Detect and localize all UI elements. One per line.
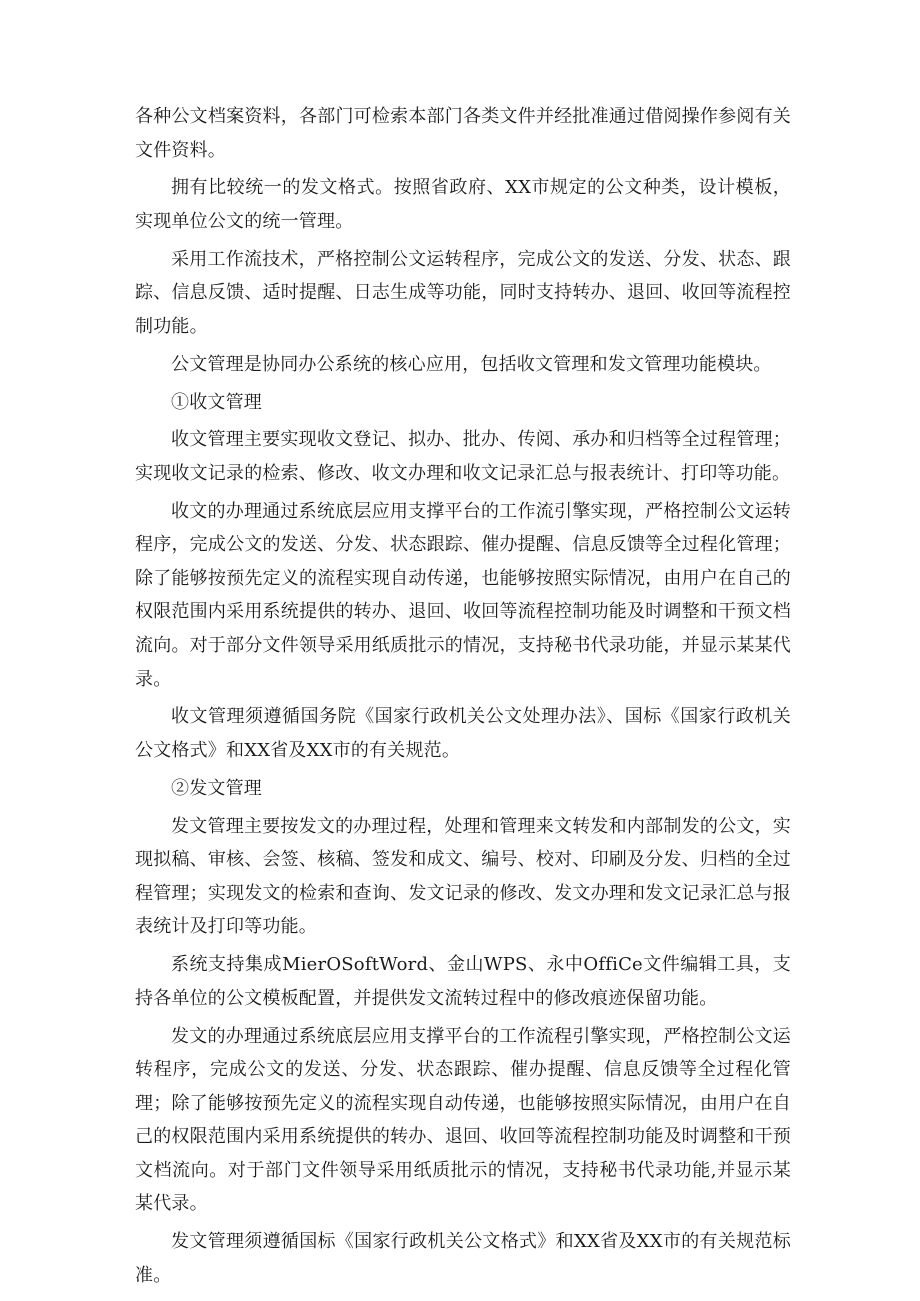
paragraph-core-application: 公文管理是协同办公系统的核心应用，包括收文管理和发文管理功能模块。 bbox=[171, 353, 772, 375]
section-heading-incoming: ①收文管理 bbox=[171, 391, 262, 413]
paragraph-outgoing-editors: 系统支持集成MierOSoftWord、金山WPS、永中OffiCe文件编辑工具，支持各单位的公文模板配置，并提供发文流转过程中的修改痕迹保留功能。 bbox=[135, 954, 791, 1009]
paragraph-unified-format: 拥有比较统一的发文格式。按照省政府、XX市规定的公文种类，设计模板，实现单位公文的统一管理。 bbox=[135, 177, 791, 232]
paragraph-incoming-workflow: 收文的办理通过系统底层应用支撑平台的工作流引擎实现，严格控制公文运转程序，完成公文的发送、分发、状态跟踪、催办提醒、信息反馈等全过程化管理；除了能够按预先定义的流程实现自动传递，也能够按照实际情况，由用户在自己的权限范围内采用系统提供的转办、退回、收回等流程控制功能及时调整和干预文档流向。对于部分文件领导采用纸质批示的情况，支持秘书代录功能，并显示某某代录。 bbox=[135, 500, 791, 690]
document-body bbox=[135, 100, 791, 1297]
paragraph-outgoing-workflow: 发文的办理通过系统底层应用支撑平台的工作流程引擎实现，严格控制公文运转程序，完成公文的发送、分发、状态跟踪、催办提醒、信息反馈等全过程化管理；除了能够按预先定义的流程实现自动传递，也能够按照实际情况，由用户在自己的权限范围内采用系统提供的转办、退回、收回等流程控制功能及时调整和干预文档流向。对于部门文件领导采用纸质批示的情况，支持秘书代录功能,并显示某某代录。 bbox=[135, 1025, 791, 1215]
paragraph-workflow-tech: 采用工作流技术，严格控制公文运转程序，完成公文的发送、分发、状态、跟踪、信息反馈、适时提醒、日志生成等功能，同时支持转办、退回、收回等流程控制功能。 bbox=[135, 248, 791, 337]
paragraph-outgoing-overview: 发文管理主要按发文的办理过程，处理和管理来文转发和内部制发的公文，实现拟稿、审核、会签、核稿、签发和成文、编号、校对、印刷及分发、归档的全过程管理；实现发文的检索和查询、发文记录的修改、发文办理和发文记录汇总与报表统计及打印等功能。 bbox=[135, 815, 791, 938]
paragraph-continuation: 各种公文档案资料，各部门可检索本部门各类文件并经批准通过借阅操作参阅有关文件资料。 bbox=[135, 106, 791, 161]
paragraph-incoming-overview: 收文管理主要实现收文登记、拟办、批办、传阅、承办和归档等全过程管理；实现收文记录的检索、修改、收文办理和收文记录汇总与报表统计、打印等功能。 bbox=[135, 429, 791, 484]
paragraph-outgoing-standards: 发文管理须遵循国标《国家行政机关公文格式》和XX省及XX市的有关规范标准。 bbox=[135, 1231, 791, 1286]
paragraph-incoming-standards: 收文管理须遵循国务院《国家行政机关公文处理办法》、国标《国家行政机关公文格式》和XX省及XX市的有关规范。 bbox=[135, 706, 791, 761]
section-heading-outgoing: ②发文管理 bbox=[171, 777, 262, 799]
